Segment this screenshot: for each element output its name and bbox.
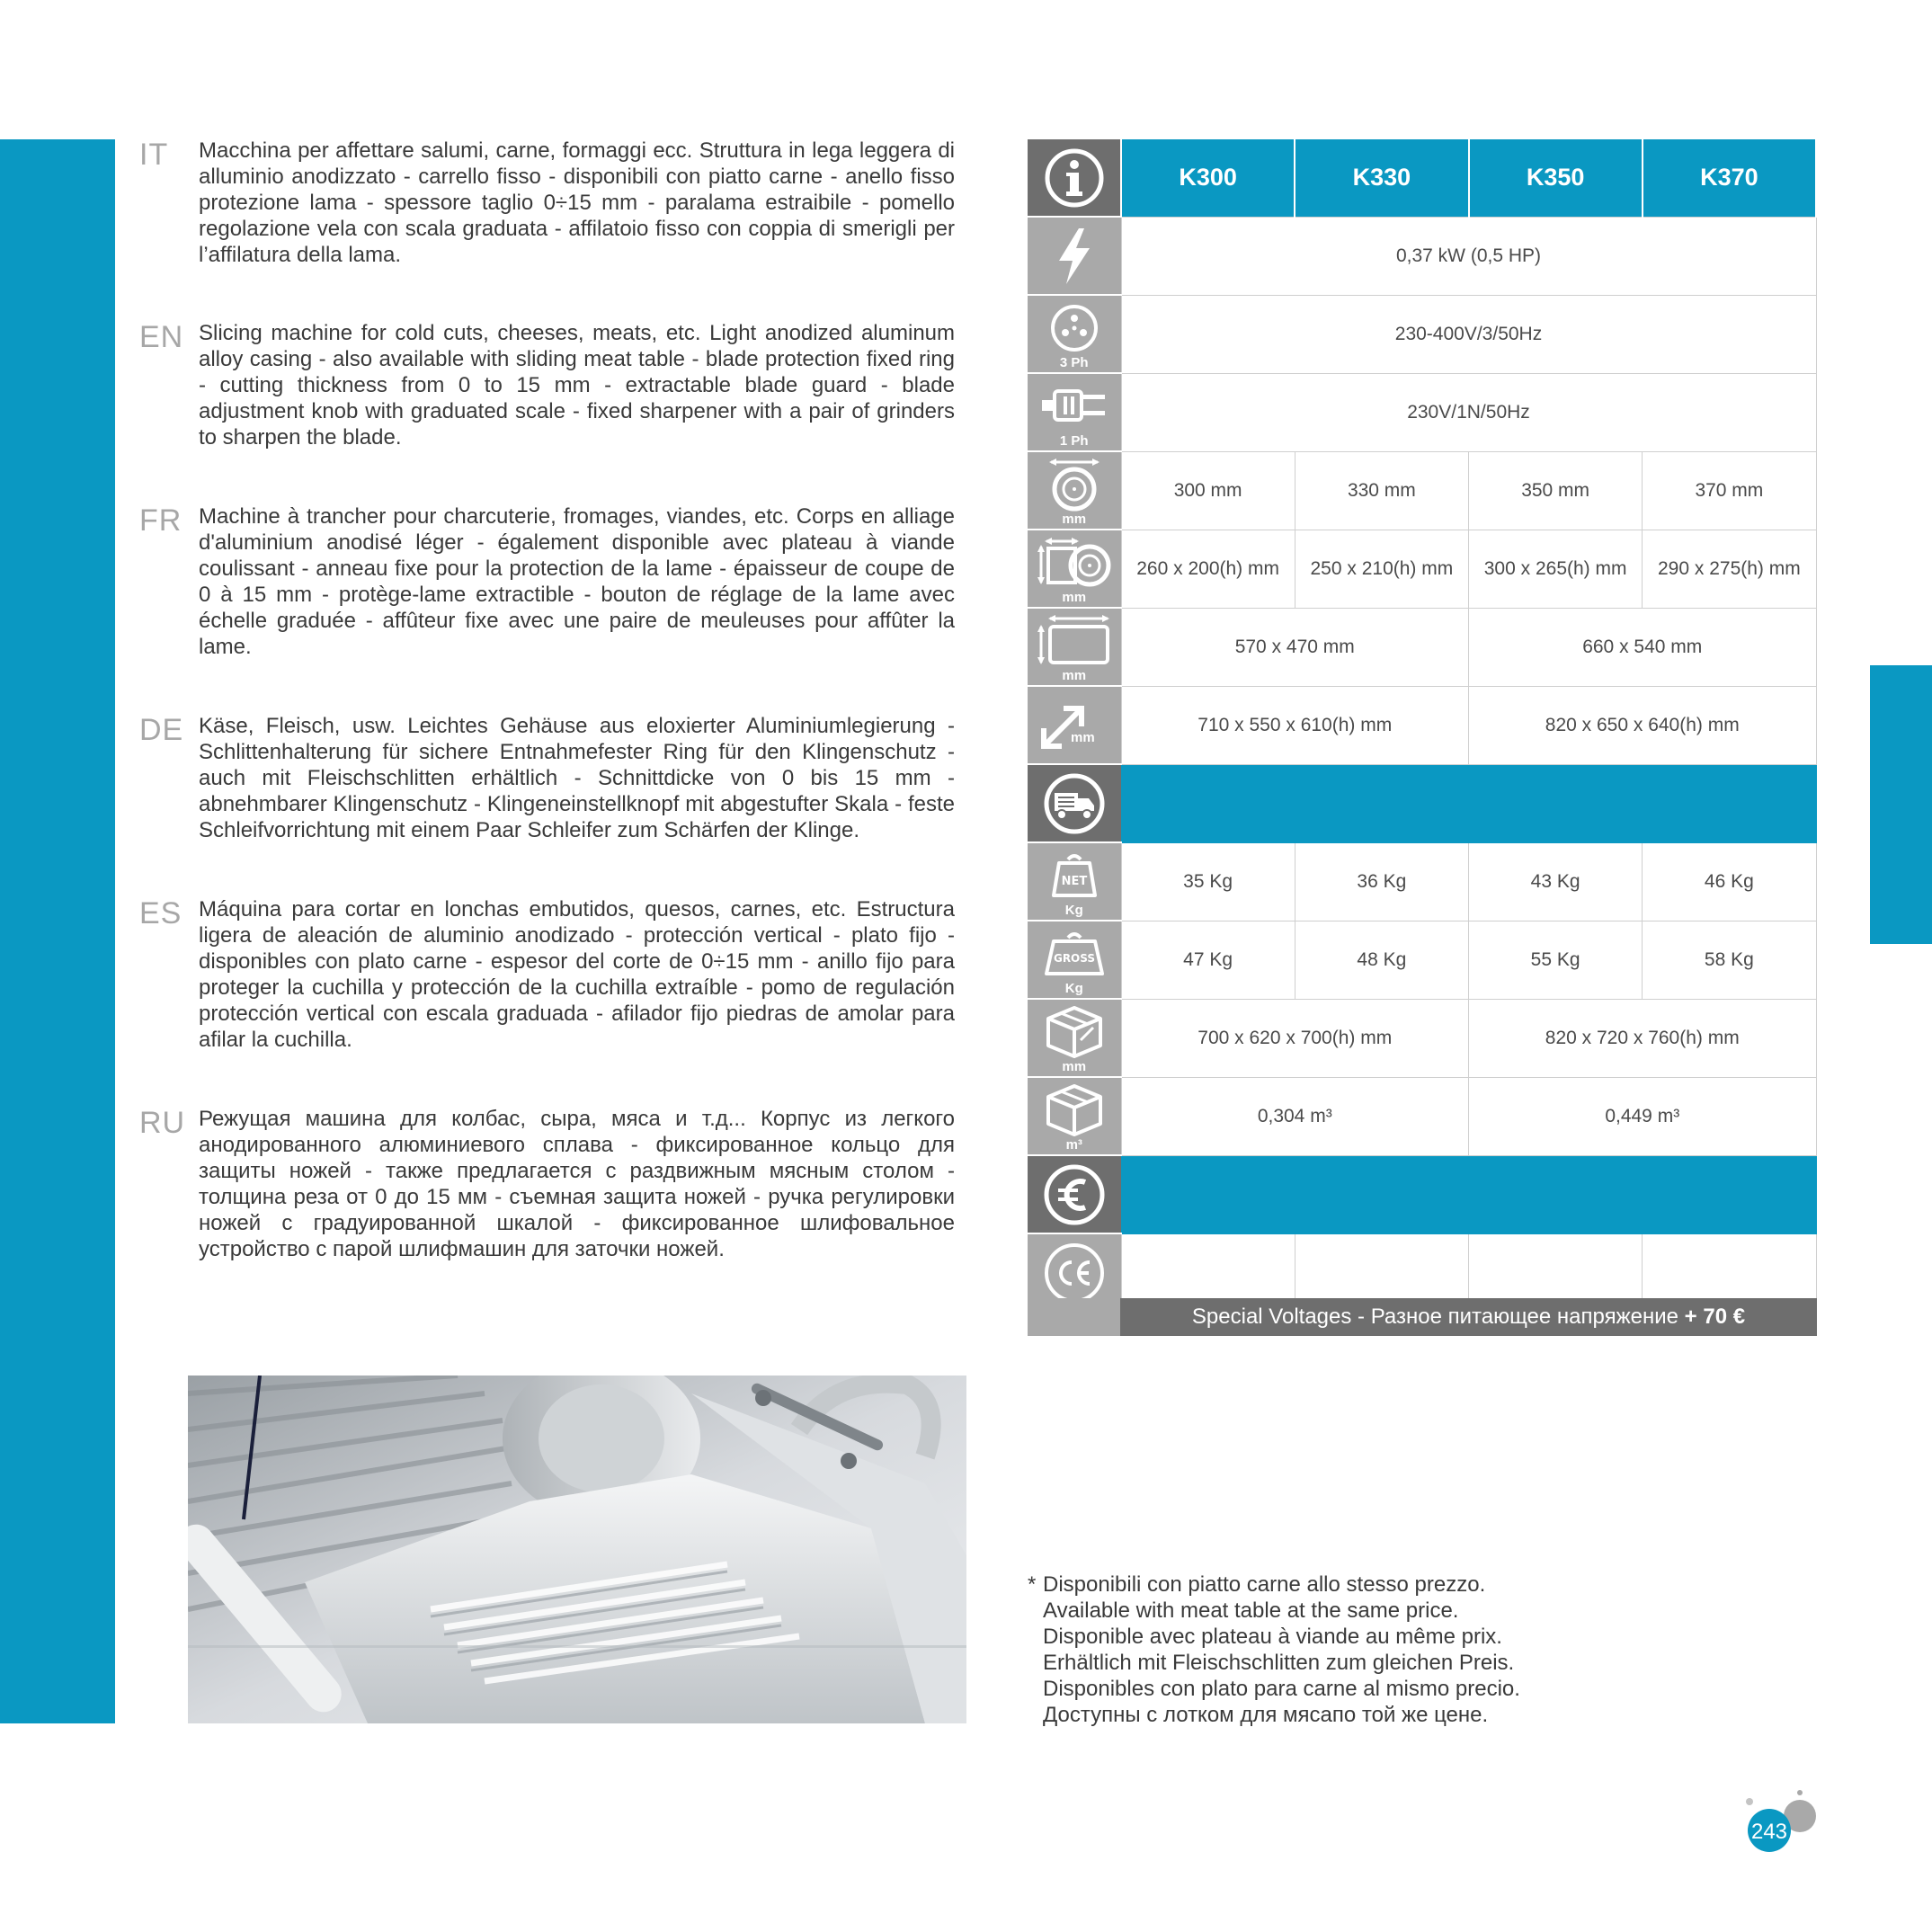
blade-k350: 350 mm — [1469, 451, 1643, 530]
cut-k350: 300 x 265(h) mm — [1469, 530, 1643, 608]
euro-icon — [1028, 1155, 1121, 1233]
special-voltages-icon-cell — [1028, 1298, 1120, 1336]
volume-k350-k370: 0,449 m³ — [1469, 1077, 1817, 1155]
lang-text: Macchina per affettare salumi, carne, formaggi ecc. Struttura in lega leggera di alluminio anodizzato - carrello fisso - disponibili con piatto carne - anello fisso protezione lama - spessore taglio 0÷15 mm - paralama estraibile - pomello regolazione vela con scala graduata - affilatoio fisso con coppia di smerigli per l’affilatura della lama. — [199, 138, 955, 267]
lang-text: Machine à trancher pour charcuterie, fromages, viandes, etc. Corps en alliage d'aluminium anodisé léger - également disponible avec plateau à viande coulissant - anneau fixe pour la protection de la lame - épaisseur de coupe de 0 à 15 mm - protège-lame extractible - bouton de réglage de la lame avec échelle graduée - affûteur fixe avec une paire de meuleuses pour affûter la lame. — [199, 504, 955, 659]
special-voltages-price: + 70 € — [1684, 1304, 1746, 1329]
gross-k370: 58 Kg — [1643, 921, 1816, 999]
footnote-line-de: Erhältlich mit Fleischschlitten zum gleichen Preis. — [1043, 1651, 1515, 1675]
packing-dimensions-icon — [1028, 999, 1121, 1077]
model-k330: K330 — [1295, 139, 1468, 217]
overall-k350-k370: 820 x 650 x 640(h) mm — [1469, 686, 1817, 764]
table-row — [1028, 451, 1816, 530]
table-row — [1028, 686, 1816, 764]
table-row — [1028, 373, 1816, 451]
info-icon — [1028, 139, 1121, 217]
table-row — [1028, 999, 1816, 1077]
base-k300-k330: 570 x 470 mm — [1121, 608, 1469, 686]
icon-label: Kg — [1064, 981, 1083, 996]
table-row — [1028, 842, 1816, 921]
footnote-line-ru: Доступны с лотком для мясапо той же цене. — [1043, 1703, 1489, 1727]
overall-dimensions-icon — [1028, 686, 1121, 764]
shipping-truck-icon — [1028, 764, 1121, 842]
table-row — [1028, 764, 1816, 842]
lang-text: Slicing machine for cold cuts, cheeses, meats, etc. Light anodized aluminum alloy casing - also available with sliding meat table - blade protection fixed ring - cutting thickness from 0 to 15 mm - extractable blade guard - blade adjustment knob with graduated scale - fixed sharpener with a pair of grinders to sharpen the blade. — [199, 321, 955, 450]
table-row — [1028, 295, 1816, 373]
net-k330: 36 Kg — [1295, 842, 1468, 921]
blade-k300: 300 mm — [1121, 451, 1295, 530]
model-k350: K350 — [1469, 139, 1643, 217]
lang-text: Käse, Fleisch, usw. Leichtes Gehäuse aus eloxierter Aluminiumlegierung - Schlittenhalterung für sichere Entnahmefester Ring für den Klingenschutz - auch mit Fleischschlitten erhältlich - Schnittdicke von 0 bis 15 mm - abnehmbarer Klingenschutz - Klingeneinstellknopf mit abgestufter Skala - feste Schleifvorrichtung mit einem Paar Schleifer zum Schärfen der Klinge. — [199, 714, 955, 842]
footnote-star: * — [1028, 1572, 1037, 1597]
icon-label: m³ — [1065, 1137, 1082, 1153]
footnote-line-it: Disponibili con piatto carne allo stesso prezzo. — [1043, 1572, 1486, 1597]
gross-k300: 47 Kg — [1121, 921, 1295, 999]
icon-label: 1 Ph — [1059, 433, 1089, 449]
net-badge-text: NET — [1061, 874, 1088, 888]
icon-label: mm — [1062, 590, 1087, 605]
footnote-line-fr: Disponible avec plateau à viande au même prix. — [1043, 1625, 1502, 1649]
volume-k300-k330: 0,304 m³ — [1121, 1077, 1469, 1155]
volume-box-icon — [1028, 1077, 1121, 1155]
special-voltages-text: Special Voltages - Разное питающее напряжение — [1191, 1304, 1685, 1329]
base-k350-k370: 660 x 540 mm — [1469, 608, 1817, 686]
cut-k370: 290 x 275(h) mm — [1643, 530, 1816, 608]
table-header-row — [1028, 139, 1816, 217]
left-accent-bar — [0, 139, 115, 1723]
lang-code: ES — [139, 896, 183, 930]
blade-diameter-icon — [1028, 451, 1121, 530]
icon-label: Kg — [1064, 903, 1083, 918]
gross-weight-icon — [1028, 921, 1121, 999]
three-phase-plug-icon — [1028, 295, 1121, 373]
blade-k330: 330 mm — [1295, 451, 1468, 530]
page-number: 243 — [1750, 1820, 1788, 1844]
right-accent-tab — [1870, 665, 1932, 944]
cut-k330: 250 x 210(h) mm — [1295, 530, 1468, 608]
shipping-band — [1121, 764, 1816, 842]
page-number-badge — [1744, 1789, 1818, 1852]
icon-label: 3 Ph — [1059, 355, 1089, 370]
net-k300: 35 Kg — [1121, 842, 1295, 921]
single-phase-value: 230V/1N/50Hz — [1121, 373, 1816, 451]
gross-k350: 55 Kg — [1469, 921, 1643, 999]
lang-text: Режущая машина для колбас, сыра, мяса и т.д... Корпус из легкого анодированного алюминиевого сплава - фиксированное кольцо для защиты ножей - также предлагается с раздвижным мясным столом - толщина реза от 0 до 15 мм - съемная защита ножей - ручка регулировки ножей с градуированной шкалой - фиксированное шлифовальное устройство с парой шлифмашин для заточки ножей. — [199, 1107, 955, 1261]
icon-label: mm — [1062, 512, 1087, 527]
icon-label: mm — [1062, 1059, 1087, 1074]
base-dimensions-icon — [1028, 608, 1121, 686]
net-k370: 46 Kg — [1643, 842, 1816, 921]
cutting-capacity-icon — [1028, 530, 1121, 608]
special-voltages-bar — [1120, 1298, 1817, 1336]
product-photo — [188, 1376, 966, 1723]
power-value: 0,37 kW (0,5 HP) — [1121, 217, 1816, 295]
lang-code: IT — [139, 138, 169, 172]
table-row — [1028, 608, 1816, 686]
lang-code: EN — [139, 320, 184, 354]
net-weight-icon — [1028, 842, 1121, 921]
price-band — [1121, 1155, 1816, 1233]
lang-text: Máquina para cortar en lonchas embutidos, quesos, carnes, etc. Estructura ligera de aleación de aluminio anodizado - protección vertical - plato fijo - disponibles con plato carne - espesor del corte de 0÷15 mm - anillo fijo para proteger la cuchilla y protección de la cuchilla extraíble - pomo de regulación protección vertical con escala graduada - afilador fijo piedras de amolar para afilar la cuchilla. — [199, 897, 955, 1052]
overall-k300-k330: 710 x 550 x 610(h) mm — [1121, 686, 1469, 764]
model-k370: K370 — [1643, 139, 1816, 217]
icon-label: mm — [1062, 668, 1087, 683]
gross-k330: 48 Kg — [1295, 921, 1468, 999]
icon-label: mm — [1071, 730, 1095, 745]
packing-k350-k370: 820 x 720 x 760(h) mm — [1469, 999, 1817, 1077]
net-k350: 43 Kg — [1469, 842, 1643, 921]
table-row — [1028, 1077, 1816, 1155]
footnote-line-es: Disponibles con plato para carne al mismo precio. — [1043, 1677, 1520, 1701]
blade-k370: 370 mm — [1643, 451, 1816, 530]
lang-code: RU — [139, 1106, 186, 1140]
footnote-line-en: Available with meat table at the same price. — [1043, 1598, 1459, 1623]
single-phase-plug-icon — [1028, 373, 1121, 451]
table-row — [1028, 921, 1816, 999]
power-icon — [1028, 217, 1121, 295]
cut-k300: 260 x 200(h) mm — [1121, 530, 1295, 608]
table-row — [1028, 530, 1816, 608]
lang-code: FR — [139, 503, 183, 538]
packing-k300-k330: 700 x 620 x 700(h) mm — [1121, 999, 1469, 1077]
spec-table — [1028, 139, 1817, 1313]
gross-badge-text: GROSS — [1053, 951, 1095, 965]
lang-code: DE — [139, 713, 184, 747]
three-phase-value: 230-400V/3/50Hz — [1121, 295, 1816, 373]
table-row — [1028, 1155, 1816, 1233]
model-k300: K300 — [1121, 139, 1295, 217]
table-row — [1028, 217, 1816, 295]
